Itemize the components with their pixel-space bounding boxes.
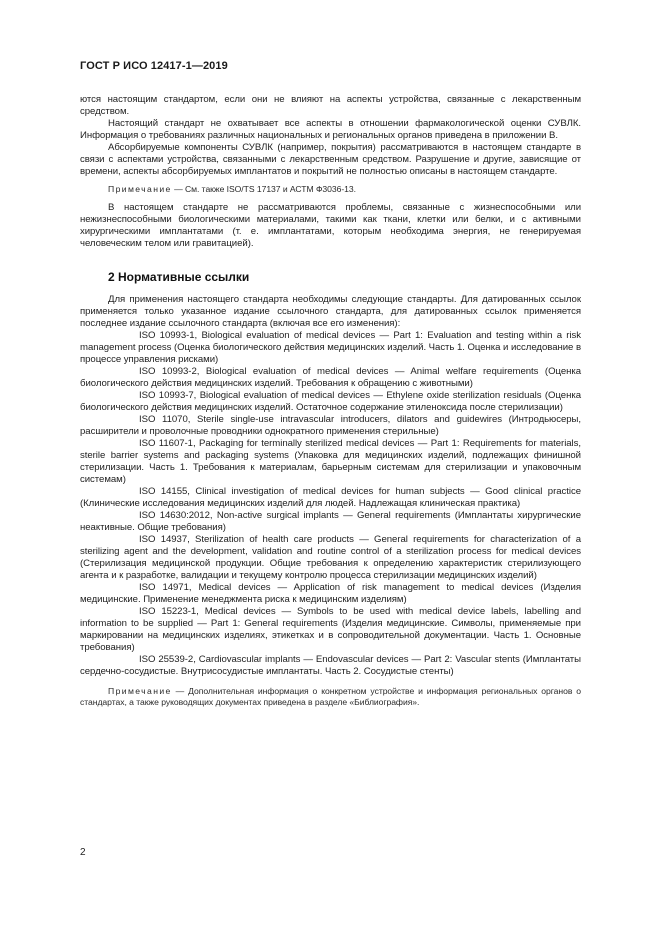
paragraph: Для применения настоящего стандарта необходимы следующие стандарты. Для датированных ссылок применяется только указанное издание ссылочного стандарта, для датированных ссылок применяется последнее издание ссылочного стандарта (включая все его изменения): [80, 293, 581, 329]
note-label: Примечание [108, 184, 172, 194]
reference-item: ISO 14155, Clinical investigation of medical devices for human subjects — Good clinical practice (Клинические исследования медицинских изделий для людей. Надлежащая клиническая практика) [80, 485, 581, 509]
reference-item: ISO 11607-1, Packaging for terminally sterilized medical devices — Part 1: Requirements for materials, sterile barrier systems and packaging systems (Упаковка для медицинских изделий, подлежащих финишной стерилизации. Часть 1. Требования к материалам, барьерным системам для стерилизации и упаковочным системам) [80, 437, 581, 485]
reference-item: ISO 10993-2, Biological evaluation of medical devices — Animal welfare requirements (Оценка биологического действия медицинских изделий. Требования к обращению с животными) [80, 365, 581, 389]
section-title: 2 Нормативные ссылки [108, 269, 250, 284]
paragraph: ются настоящим стандартом, если они не влияют на аспекты устройства, связанные с лекарственным средством. [80, 94, 581, 117]
reference-item: ISO 14971, Medical devices — Application of risk management to medical devices (Изделия медицинские. Применение менеджмента риска к медицинским изделиям) [80, 581, 581, 605]
reference-item: ISO 14937, Sterilization of health care products — General requirements for characterization of a sterilizing agent and the development, validation and routine control of a sterilization process for medical devices (Стерилизация медицинской продукции. Общие требования к определению характеристик стерилизующего агента и к разработке, валидации и текущему контролю процесса стерилизации медицинских изделий) [80, 533, 581, 581]
paragraph: Абсорбируемые компоненты СУВЛК (например, покрытия) рассматриваются в настоящем стандарте в связи с аспектами устройства, связанными с лекарственным средством. Разрушение и другие, зависящие от времени, аспекты абсорбируемых имплантатов и покрытий не полностью описаны в настоящем стандарте. [80, 142, 581, 177]
note-text: — См. также ISO/TS 17137 и АСТМ Ф3036-13. [171, 184, 356, 194]
reference-item: ISO 10993-7, Biological evaluation of medical devices — Ethylene oxide sterilization residuals (Оценка биологического действия медицинских изделий. Остаточное содержание этиленоксида после стерилизации) [80, 389, 581, 413]
paragraph: Настоящий стандарт не охватывает все аспекты в отношении фармакологической оценки СУВЛК. Информация о требованиях различных национальных и региональных органов приведена в приложении В. [80, 118, 581, 141]
page-number: 2 [80, 847, 86, 858]
reference-item: ISO 14630:2012, Non-active surgical implants — General requirements (Имплантаты хирургические неактивные. Общие требования) [80, 509, 581, 533]
note-text: — Дополнительная информация о конкретном устройстве и информация региональных органов о стандартах, а также руководящих документах приведена в разделе «Библиография». [80, 685, 581, 707]
document-header: ГОСТ Р ИСО 12417-1—2019 [80, 60, 228, 72]
references-list [80, 330, 581, 678]
reference-item: ISO 15223-1, Medical devices — Symbols to be used with medical device labels, labelling and information to be supplied — Part 1: General requirements (Изделия медицинские. Символы, применяемые при маркировании на медицинских изделиях, этикетках и в сопроводительной документации. Часть 1. Основные требования) [80, 605, 581, 653]
note-label: Примечание [108, 685, 172, 696]
document-body [80, 94, 581, 709]
note [80, 184, 581, 196]
reference-item: ISO 10993-1, Biological evaluation of medical devices — Part 1: Evaluation and testing within a risk management process (Оценка биологического действия медицинских изделий. Часть 1. Оценка и исследование в процессе управления рисками) [80, 329, 581, 365]
reference-item: ISO 25539-2, Cardiovascular implants — Endovascular devices — Part 2: Vascular stents (Имплантаты сердечно-сосудистые. Внутрисосудистые имплантаты. Часть 2. Сосудистые стенты) [80, 653, 581, 677]
paragraph: В настоящем стандарте не рассматриваются проблемы, связанные с жизнеспособными или нежизнеспособными биологическими материалами, такими как ткани, клетки или белки, и с активными хирургическими имплантатами (т. е. имплантатами, которым необходима энергия, не генерируемая человеческим телом или гравитацией). [80, 201, 581, 249]
note [80, 686, 581, 709]
reference-item: ISO 11070, Sterile single-use intravascular introducers, dilators and guidewires (Интродьюсеры, расширители и проволочные проводники однократного применения стерильные) [80, 413, 581, 437]
